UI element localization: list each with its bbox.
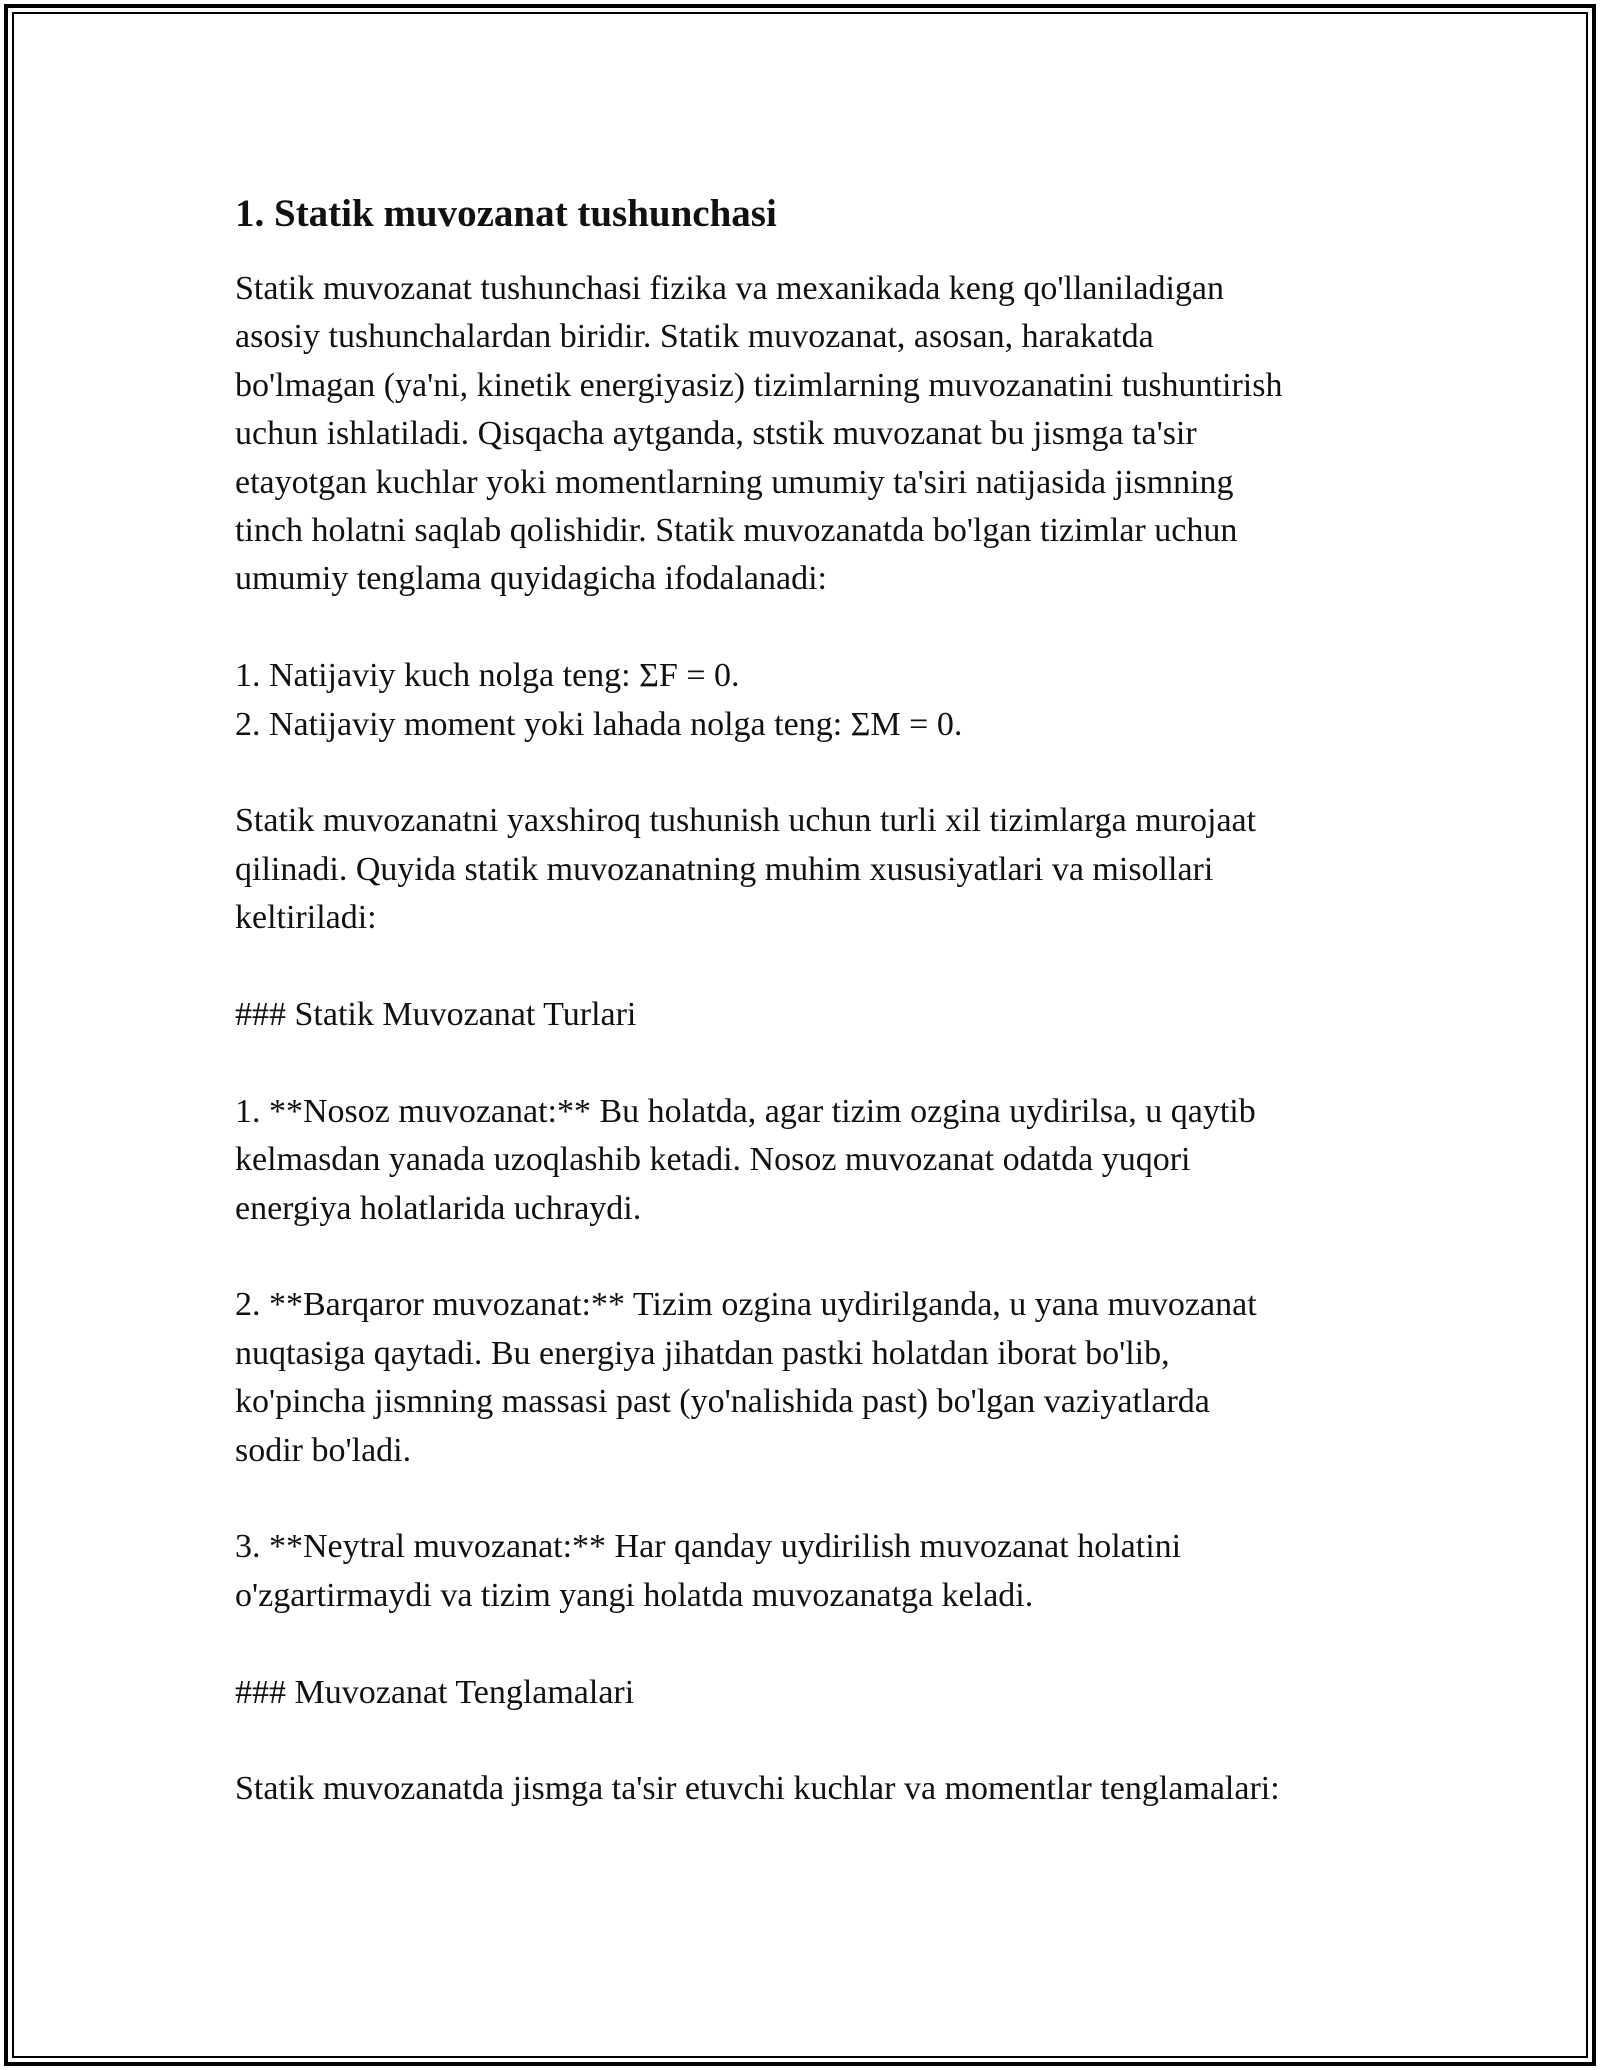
text-line: 1. Natijaviy kuch nolga teng: ΣF = 0. xyxy=(235,657,740,695)
text-line: energiya holatlarida uchraydi. xyxy=(235,1189,642,1227)
paragraph xyxy=(235,1281,1395,1475)
text-line: etayotgan kuchlar yoki momentlarning umumiy ta'siri natijasida jismning xyxy=(235,463,1234,501)
text-line: ko'pincha jismning massasi past (yo'nalishida past) bo'lgan vaziyatlarda xyxy=(235,1383,1210,1421)
paragraph-gap xyxy=(235,1475,1395,1523)
text-line: bo'lmagan (ya'ni, kinetik energiyasiz) tizimlarning muvozanatini tushuntirish xyxy=(235,366,1283,404)
paragraph-gap xyxy=(235,604,1395,652)
document-body xyxy=(235,188,1395,1814)
paragraph xyxy=(235,1669,1395,1717)
text-line: keltiriladi: xyxy=(235,899,377,937)
text-line: ### Muvozanat Tenglamalari xyxy=(235,1673,635,1711)
paragraph xyxy=(235,797,1395,942)
text-line: o'zgartirmaydi va tizim yangi holatda muvozanatga keladi. xyxy=(235,1576,1034,1614)
paragraph-gap xyxy=(235,1233,1395,1281)
text-line: nuqtasiga qaytadi. Bu energiya jihatdan pastki holatdan iborat bo'lib, xyxy=(235,1334,1170,1372)
text-line: sodir bo'ladi. xyxy=(235,1431,412,1469)
paragraph xyxy=(235,1088,1395,1233)
paragraph-gap xyxy=(235,943,1395,991)
section-heading: 1. Statik muvozanat tushunchasi xyxy=(235,192,777,235)
paragraph-gap xyxy=(235,1620,1395,1668)
text-line: 2. Natijaviy moment yoki lahada nolga teng: ΣM = 0. xyxy=(235,705,963,743)
text-line: 2. **Barqaror muvozanat:** Tizim ozgina uydirilganda, u yana muvozanat xyxy=(235,1286,1257,1324)
paragraph xyxy=(235,1523,1395,1620)
paragraph xyxy=(235,265,1395,604)
text-line: umumiy tenglama quyidagicha ifodalanadi: xyxy=(235,560,827,598)
text-line: kelmasdan yanada uzoqlashib ketadi. Nosoz muvozanat odatda yuqori xyxy=(235,1141,1191,1179)
paragraph xyxy=(235,652,1395,749)
paragraph-gap xyxy=(235,1717,1395,1765)
text-line: 3. **Neytral muvozanat:** Har qanday uydirilish muvozanat holatini xyxy=(235,1528,1182,1566)
text-line: asosiy tushunchalardan biridir. Statik muvozanat, asosan, harakatda xyxy=(235,318,1154,356)
text-line: ### Statik Muvozanat Turlari xyxy=(235,996,637,1034)
paragraph xyxy=(235,991,1395,1039)
paragraph-gap xyxy=(235,749,1395,797)
text-line: Statik muvozanat tushunchasi fizika va mexanikada keng qo'llaniladigan xyxy=(235,270,1225,307)
text-line: qilinadi. Quyida statik muvozanatning muhim xususiyatlari va misollari xyxy=(235,850,1214,888)
paragraph-list xyxy=(235,265,1395,1814)
text-line: 1. **Nosoz muvozanat:** Bu holatda, agar tizim ozgina uydirilsa, u qaytib xyxy=(235,1092,1256,1130)
paragraph xyxy=(235,1765,1395,1813)
text-line: tinch holatni saqlab qolishidir. Statik muvozanatda bo'lgan tizimlar uchun xyxy=(235,512,1238,550)
text-line: uchun ishlatiladi. Qisqacha aytganda, ststik muvozanat bu jismga ta'sir xyxy=(235,415,1197,453)
text-line: Statik muvozanatni yaxshiroq tushunish uchun turli xil tizimlarga murojaat xyxy=(235,802,1257,840)
paragraph-gap xyxy=(235,1039,1395,1087)
text-line: Statik muvozanatda jismga ta'sir etuvchi kuchlar va momentlar tenglamalari: xyxy=(235,1770,1280,1808)
